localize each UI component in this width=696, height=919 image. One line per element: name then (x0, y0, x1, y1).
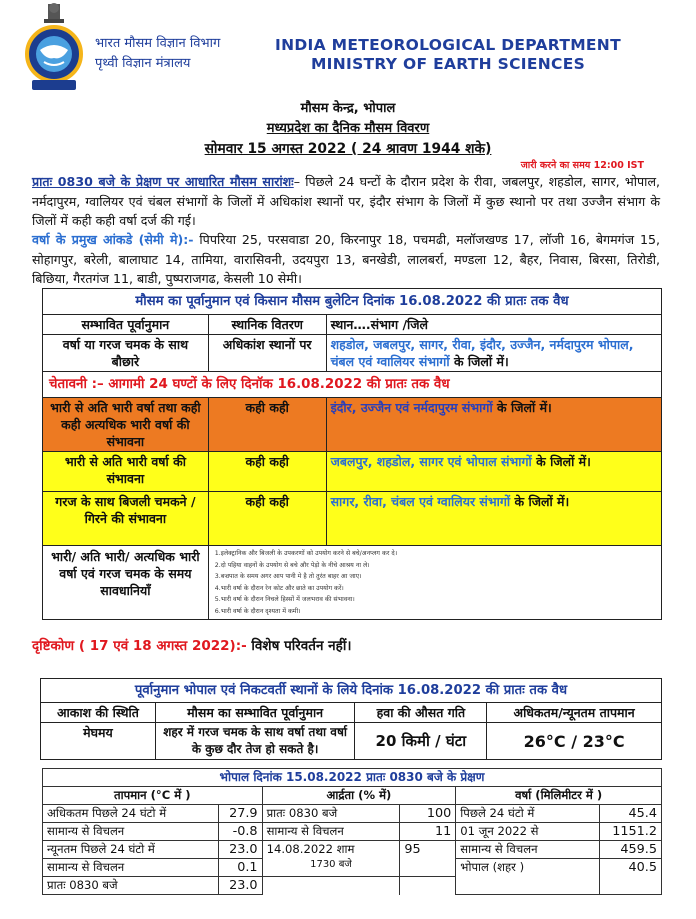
forecast-row (43, 335, 662, 372)
bulletin-date: सोमवार 15 अगस्त 2022 ( 24 श्रावण 1944 शके) (204, 141, 492, 157)
org-hindi-line2: पृथ्वी विज्ञान मंत्रालय (95, 56, 191, 71)
warning-dist: कही कही (208, 452, 326, 492)
table-row (43, 805, 662, 823)
summary-text: – पिछले 24 घन्टों के दौरान प्रदेश के रीवा, जबलपुर, शहडोल, सागर, भोपाल, नर्मदापुरम, ग्वालियर एवं चंबल संभागों के जिलों में अधिकांश स्थानों पर, इंदौर संभाग के जिलों में कुछ स्थानो पर तथा उज्जैन संभाग के जिलों में कही कही वर्षा दर्ज की गई। (32, 174, 660, 228)
warning-place (326, 452, 661, 492)
temp-header: तापमान (°C में ) (43, 787, 263, 805)
bhopal-header-wind: हवा की औसत गति (355, 703, 487, 723)
temp-value: -0.8 (218, 823, 262, 841)
forecast-dist: अधिकांश स्थानों पर (208, 335, 326, 372)
weather-summary (32, 172, 660, 231)
warning-place (326, 398, 661, 452)
rain-label: सामान्य से विचलन (456, 841, 600, 859)
warning-place-names: जबलपुर, शहडोल, सागर एवं भोपाल संभागों (330, 454, 532, 469)
org-name-english (272, 36, 624, 74)
precaution-item: 3.बज्रपात के समय अगर आप पानी मे है तो तुरंत बाहर आ जाए। (214, 573, 362, 580)
observation-table (42, 768, 662, 895)
org-english-line1: INDIA METEOROLOGICAL DEPARTMENT (275, 36, 621, 54)
humidity-label (262, 841, 400, 877)
temp-value: 27.9 (218, 805, 262, 823)
precaution-item: 1.इलेक्ट्रानिक और बिजली के उपकरणों को उपयोग करने से बचे/अनप्लग कर दे। (214, 550, 398, 557)
warning-dist: कही कही (208, 492, 326, 546)
forecast-header-type: सम्भावित पूर्वानुमान (43, 315, 209, 335)
warning-place-suffix: के जिलों में। (536, 454, 591, 469)
imd-emblem-logo (22, 2, 86, 94)
table-row (43, 823, 662, 841)
warning-place-names: सागर, रीवा, चंबल एवं ग्वालियर संभागों (330, 494, 511, 509)
warning-row (43, 492, 662, 546)
empty-cell (400, 877, 456, 895)
bhopal-wind: 20 किमी / घंटा (355, 723, 487, 760)
humidity-header: आर्द्रता (% में) (262, 787, 456, 805)
org-hindi-line1: भारत मौसम विज्ञान विभाग (95, 36, 221, 51)
bhopal-forecast-title: पूर्वानुमान भोपाल एवं निकटवर्ती स्थानों के लिये दिनांक 16.08.2022 की प्रातः तक वैध (41, 679, 662, 703)
bhopal-header-weather: मौसम का सम्भावित पूर्वानुमान (155, 703, 355, 723)
humidity-value: 100 (400, 805, 456, 823)
warning-type: भारी से अति भारी वर्षा तथा कही कही अत्यधिक भारी वर्षा की संभावना (43, 398, 209, 452)
temp-label: अधिकतम पिछले 24 घंटो में (43, 805, 219, 823)
temp-label: न्यूनतम पिछले 24 घंटो में (43, 841, 219, 859)
bulletin-title: मध्यप्रदेश का दैनिक मौसम विवरण (266, 121, 430, 136)
rain-header: वर्षा (मिलिमीटर में ) (456, 787, 662, 805)
forecast-place (326, 335, 661, 372)
observation-header-row (43, 787, 662, 805)
rain-value: 40.5 (599, 859, 661, 895)
ashoka-emblem-icon (44, 3, 64, 23)
rain-value: 459.5 (599, 841, 661, 859)
rain-value: 1151.2 (599, 823, 661, 841)
precaution-label: भारी/ अति भारी/ अत्यधिक भारी वर्षा एवं गरज चमक के समय सावधानियॉं (43, 546, 209, 620)
bhopal-temp: 26°C / 23°C (487, 723, 662, 760)
bhopal-sky: मेघमय (41, 723, 156, 760)
table-row (43, 841, 662, 859)
forecast-place-suffix: के जिलों में। (453, 354, 509, 369)
rainfall-text: पिपरिया 25, परसवाडा 20, किरनापुर 18, पचमढी, मलॉजखण्ड 17, लॉजी 16, बेगमगंज 15, सोहागपुर, बरेली, बालाघाट 14, तामिया, वारासिवनी, उदयपुरा 13, बनखेडी, लालबर्रा, मण्डला 12, बैहर, निवास, बिरसा, तिरोडी, बिछिया, गैरतगंज 11, बाडी, पुष्पराजगढ, केसली 10 सेमी। (32, 232, 660, 286)
warning-row (43, 452, 662, 492)
bulletin-centre: मौसम केन्द्र, भोपाल (300, 101, 396, 116)
bhopal-values-row (41, 723, 662, 760)
warning-place (326, 492, 661, 546)
temp-value: 23.0 (218, 841, 262, 859)
bhopal-header-sky: आकाश की स्थिति (41, 703, 156, 723)
forecast-header-row (43, 315, 662, 335)
warning-title-row (43, 372, 662, 398)
outlook-label: दृष्टिकोण ( 17 एवं 18 अगस्त 2022):- (32, 638, 247, 654)
rain-label: पिछले 24 घंटो में (456, 805, 600, 823)
warning-place-suffix: के जिलों में। (497, 400, 552, 415)
rain-label: 01 जून 2022 से (456, 823, 600, 841)
org-name-hindi (95, 34, 220, 74)
warning-row (43, 398, 662, 452)
temp-label: सामान्य से विचलन (43, 859, 219, 877)
bhopal-header-row (41, 703, 662, 723)
forecast-header-place-text: स्थान….संभाग /जिले (330, 317, 429, 332)
temp-value: 23.0 (218, 877, 262, 895)
outlook-text: विशेष परिवर्तन नहीं। (251, 638, 352, 654)
rain-label: भोपाल (शहर ) (456, 859, 600, 895)
warning-place-names: इंदौर, उज्जैन एवं नर्मदापुरम संभागों (330, 400, 493, 415)
humidity-time: 1730 बजे (310, 859, 352, 870)
precaution-item: 6.भारी वर्षा के दौरान दृश्यता में कमी। (214, 607, 301, 615)
humidity-value: 95 (400, 841, 456, 877)
warning-type: गरज के साथ बिजली चमकने /गिरने की संभावना (43, 492, 209, 546)
rainfall-label: वर्षा के प्रमुख आंकडे (सेमी मे):- (32, 232, 194, 247)
forecast-title: मौसम का पूर्वानुमान एवं किसान मौसम बुलेटिन दिनांक 16.08.2022 की प्रातः तक वैध (43, 289, 662, 315)
empty-cell (262, 877, 400, 895)
issue-time: जारी करने का समय 12:00 IST (520, 160, 644, 171)
precaution-item: 4.भारी वर्षा के दौरान रेन कोट और छाते का उपयोग करें। (214, 584, 344, 592)
outlook (32, 636, 351, 654)
humidity-value: 11 (400, 823, 456, 841)
humidity-date: 14.08.2022 शाम (266, 842, 355, 856)
rainfall-figures (32, 230, 660, 289)
warning-type: भारी से अति भारी वर्षा की संभावना (43, 452, 209, 492)
summary-label: प्रातः 0830 बजे के प्रेक्षण पर आधारित मौसम सारांशः (32, 174, 294, 189)
humidity-label: सामान्य से विचलन (262, 823, 400, 841)
warning-dist: कही कही (208, 398, 326, 452)
forecast-type: वर्षा या गरज चमक के साथ बौछारे (43, 335, 209, 372)
warning-title: चेतावनी :– आगामी 24 घण्टों के लिए दिनॉक 16.08.2022 की प्रातः तक वैध (43, 372, 662, 398)
temp-value: 0.1 (218, 859, 262, 877)
precaution-list (208, 546, 661, 620)
observation-title: भोपाल दिनांक 15.08.2022 प्रातः 0830 बजे के प्रेक्षण (43, 769, 662, 787)
humidity-label: प्रातः 0830 बजे (262, 805, 400, 823)
temp-label: सामान्य से विचलन (43, 823, 219, 841)
bhopal-title-row (41, 679, 662, 703)
bhopal-weather: शहर में गरज चमक के साथ वर्षा तथा वर्षा के कुछ दौर तेज हो सकते है। (155, 723, 355, 760)
org-english-line2: MINISTRY OF EARTH SCIENCES (310, 55, 586, 73)
precaution-row (43, 546, 662, 620)
bhopal-forecast-table (40, 678, 662, 760)
forecast-header-place (326, 315, 661, 335)
rain-value: 45.4 (599, 805, 661, 823)
bhopal-header-temp: अधिकतम/न्यूनतम तापमान (487, 703, 662, 723)
forecast-place-names: शहडोल, जबलपुर, सागर, रीवा, इंदौर, उज्जैन, नर्मदापुरम भोपाल, चंबल एवं ग्वालियर संभागों (330, 337, 634, 369)
warning-place-suffix: के जिलों में। (514, 494, 570, 509)
forecast-header-dist: स्थानिक वितरण (208, 315, 326, 335)
precaution-item: 5.भारी वर्षा के दौरान निचले हिस्सों में जलभराव की संभावना। (214, 596, 355, 603)
temp-label: प्रातः 0830 बजे (43, 877, 219, 895)
forecast-title-row (43, 289, 662, 315)
forecast-table (42, 288, 662, 620)
observation-title-row (43, 769, 662, 787)
precaution-item: 2.दो पहिया वाहनों के उपयोग से बचे और पेड़ो के नीचे आश्रय ना ले। (214, 561, 370, 569)
